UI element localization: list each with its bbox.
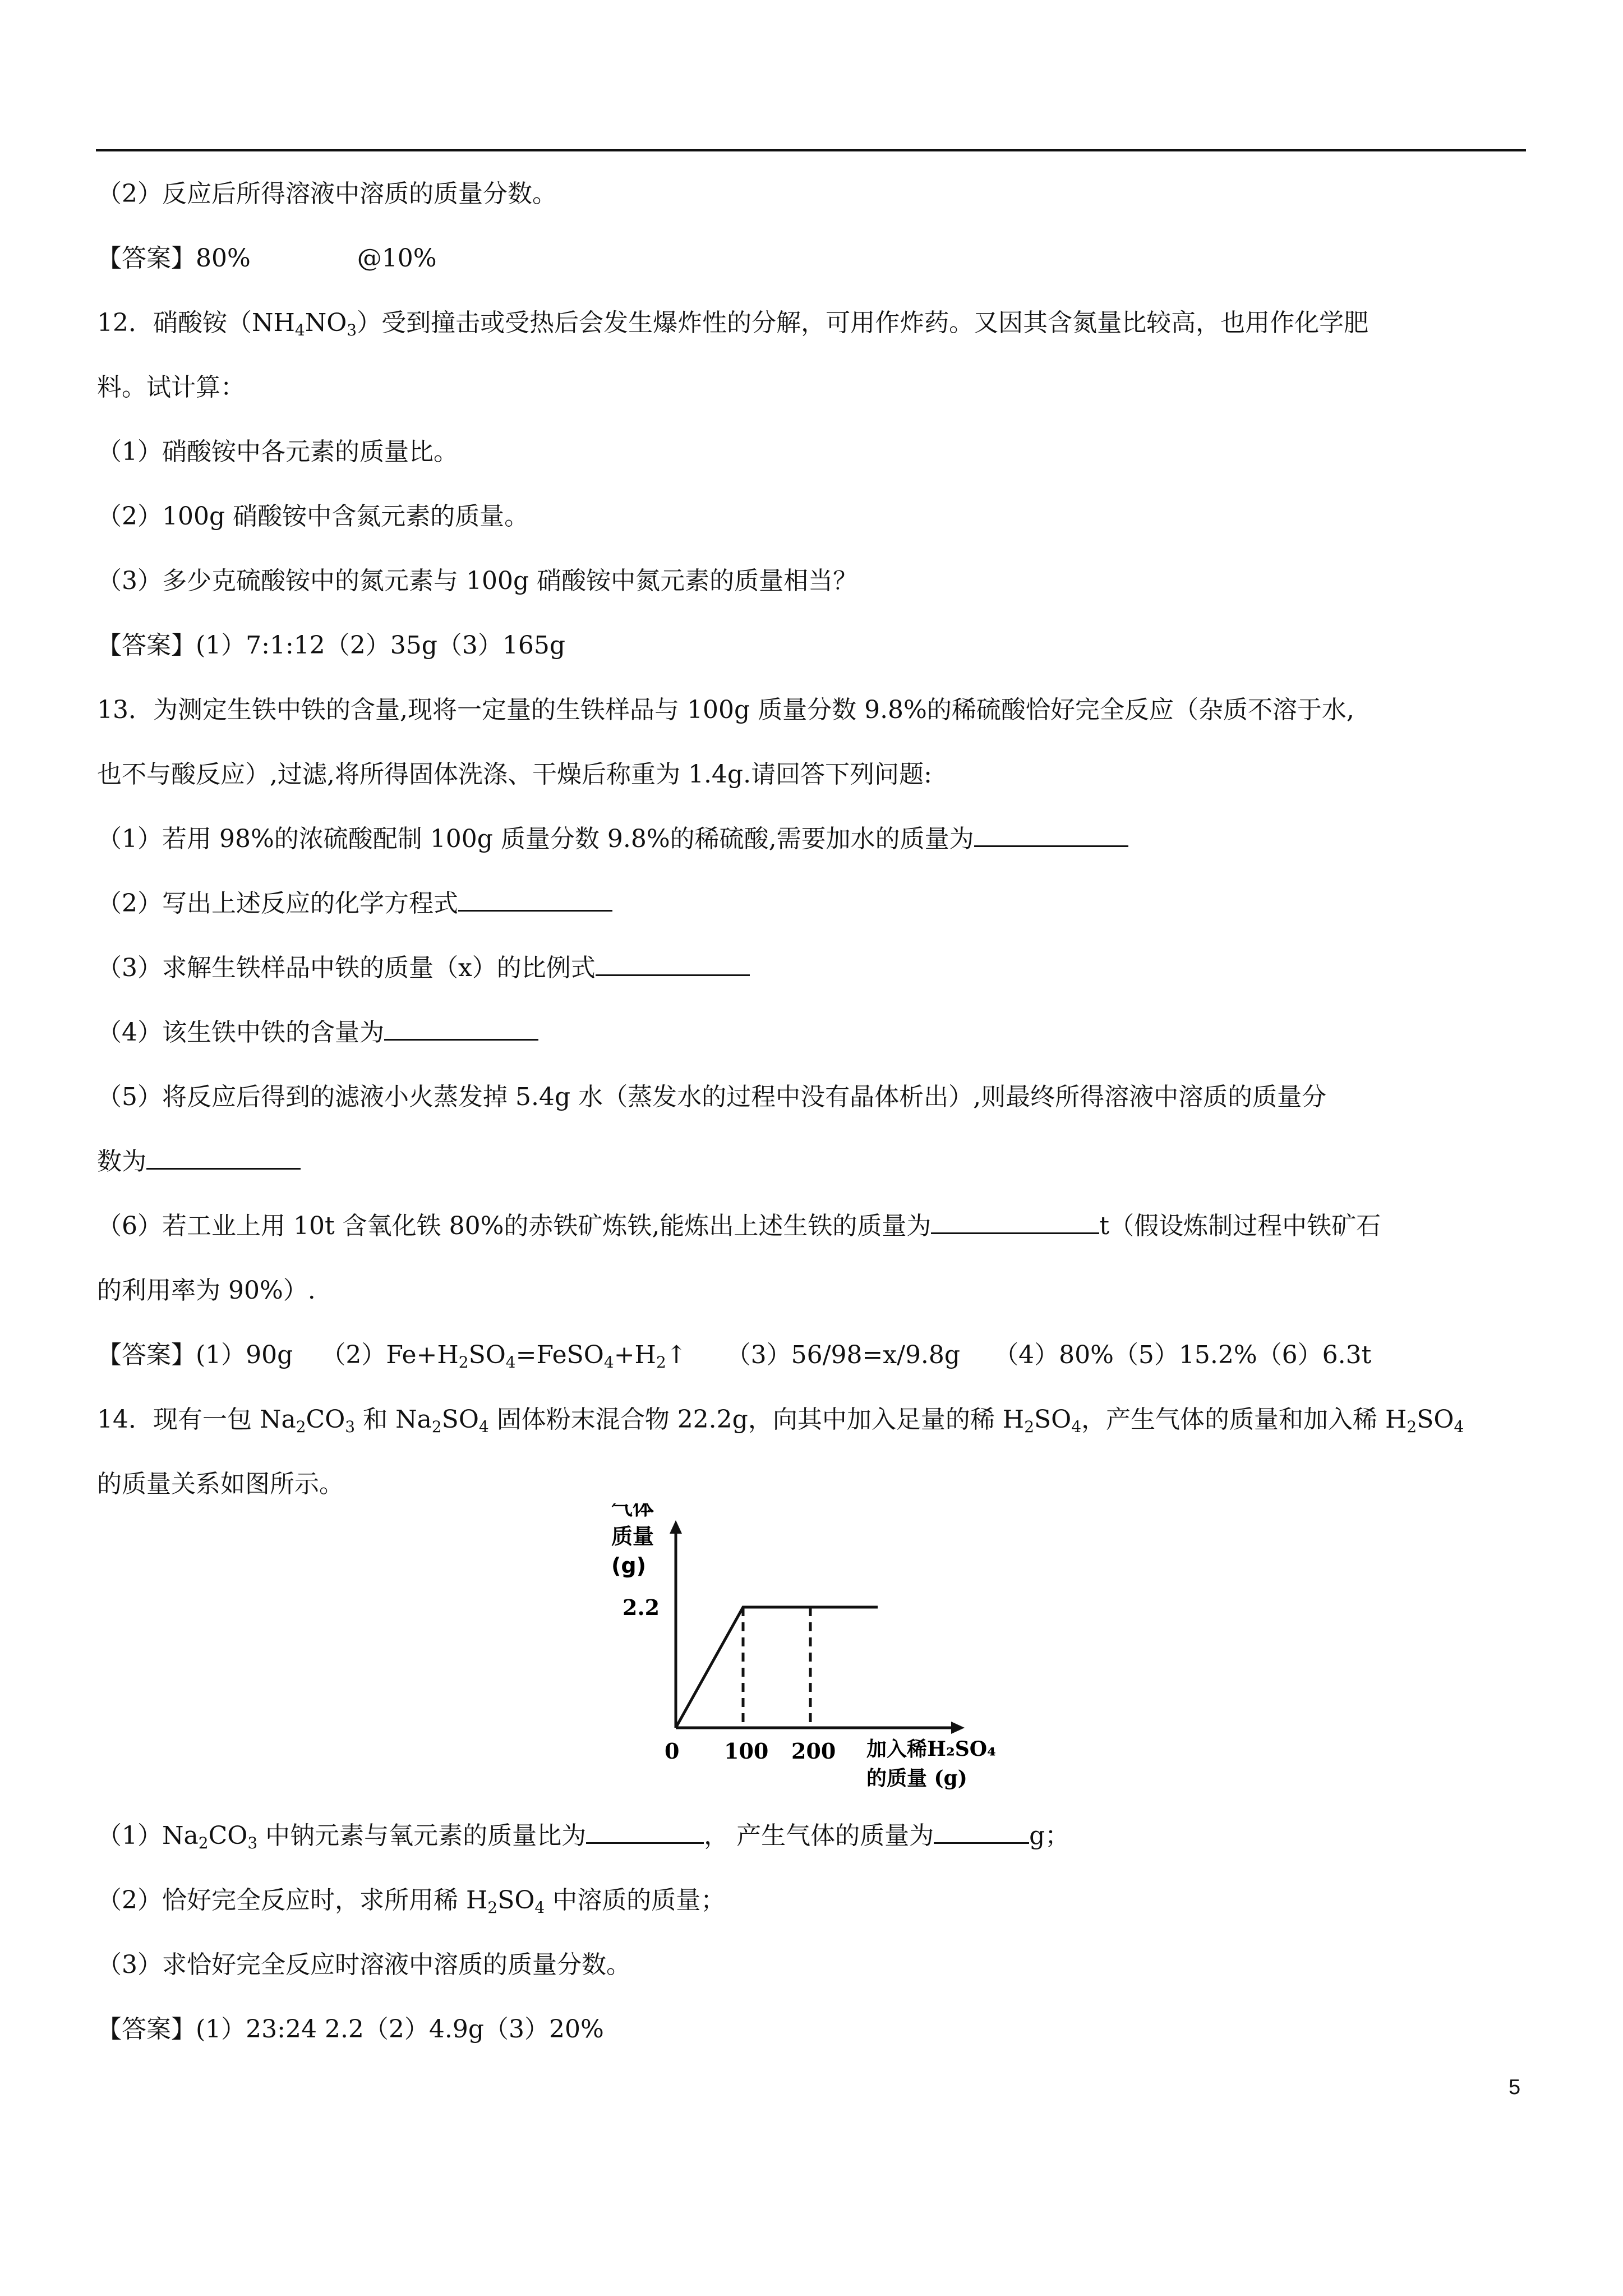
q13-line <box>97 678 1533 742</box>
text: 中溶质的质量； <box>545 1886 726 1915</box>
text: （3）多少克硫酸铵中的氮元素与 100g 硝酸铵中氮元素的质量相当？ <box>97 567 858 595</box>
text: （2）写出上述反应的化学方程式 <box>97 889 458 918</box>
text: SO <box>441 1405 479 1434</box>
text: （1）硝酸铵中各元素的质量比。 <box>97 438 458 466</box>
text: t（假设炼制过程中铁矿石 <box>1099 1212 1381 1240</box>
answer-blank[interactable] <box>586 1823 704 1844</box>
text: （3）56/98=x/9.8g <box>726 1341 961 1369</box>
text: ，产生气体的质量和加入稀 H <box>1081 1405 1407 1434</box>
text: （2）100g 硝酸铵中含氮元素的质量。 <box>97 502 529 531</box>
text: 14．现有一包 Na <box>97 1405 296 1434</box>
text: 料。试计算： <box>97 373 245 402</box>
text: 【答案】(1）7:1:12（2）35g（3）165g <box>97 631 566 660</box>
gas-mass-chart <box>594 1503 1015 1818</box>
x-axis-label: 加入稀H₂SO₄ <box>866 1737 996 1761</box>
text-line <box>97 162 1533 226</box>
text: ↑ <box>666 1341 687 1369</box>
text: 也不与酸反应）,过滤,将所得固体洗涤、干燥后称重为 1.4g.请回答下列问题: <box>97 760 932 789</box>
subscript: 4 <box>294 321 305 339</box>
text: （1）Na <box>97 1821 199 1850</box>
answer-blank[interactable] <box>974 826 1128 847</box>
text: +H <box>614 1341 656 1369</box>
text: =FeSO <box>515 1341 604 1369</box>
answer-blank[interactable] <box>458 891 612 912</box>
answer-blank[interactable] <box>934 1823 1029 1844</box>
q12-line <box>97 291 1533 355</box>
text: （2）恰好完全反应时，求所用稀 H <box>97 1886 488 1915</box>
subscript: 2 <box>487 1898 498 1917</box>
text: NO <box>305 309 347 337</box>
text-line <box>97 1194 1533 1258</box>
subscript: 3 <box>345 1418 356 1436</box>
text: （2）反应后所得溶液中溶质的质量分数。 <box>97 180 557 208</box>
text-line <box>97 936 1533 1000</box>
answer-line <box>97 1323 1533 1387</box>
subscript: 4 <box>505 1353 516 1372</box>
header-rule <box>96 149 1526 151</box>
text: SO <box>1417 1405 1454 1434</box>
y-axis-label: (g) <box>611 1553 646 1578</box>
answer-blank[interactable] <box>146 1149 301 1170</box>
text: 【答案】80% <box>97 244 251 273</box>
subscript: 2 <box>656 1353 666 1372</box>
text: （3）求解生铁样品中铁的质量（x）的比例式 <box>97 954 596 982</box>
q14-line <box>97 1387 1533 1452</box>
subscript: 2 <box>1407 1418 1417 1436</box>
text: SO <box>468 1341 506 1369</box>
answer-line <box>97 613 1533 678</box>
subscript: 3 <box>247 1834 258 1852</box>
x-axis-label: 的质量 (g) <box>866 1766 967 1790</box>
text-line <box>97 484 1533 549</box>
subscript: 2 <box>198 1834 209 1852</box>
y-axis-arrow <box>670 1520 682 1534</box>
subscript: 4 <box>1454 1418 1464 1436</box>
text: CO <box>208 1821 248 1850</box>
x-axis-arrow <box>951 1722 965 1734</box>
text: 的利用率为 90%）. <box>97 1276 316 1305</box>
answer-line <box>97 1997 1533 2062</box>
text-line <box>97 1129 1533 1194</box>
text: CO <box>306 1405 345 1434</box>
text: （4）该生铁中铁的含量为 <box>97 1018 384 1047</box>
answer-blank[interactable] <box>596 955 750 976</box>
y-tick-label: 2.2 <box>623 1595 660 1620</box>
text: （4）80%（5）15.2%（6）6.3t <box>994 1341 1372 1369</box>
text: ）受到撞击或受热后会发生爆炸性的分解，可用作炸药。又因其含氮量比较高，也用作化学肥 <box>357 309 1369 337</box>
text: 固体粉末混合物 22.2g，向其中加入足量的稀 H <box>488 1405 1025 1434</box>
text: SO <box>497 1886 535 1915</box>
text-line <box>97 871 1533 936</box>
answer-blank[interactable] <box>931 1213 1099 1234</box>
text-line <box>97 1065 1533 1129</box>
text: 的质量关系如图所示。 <box>97 1470 344 1498</box>
page-number: 5 <box>1509 2076 1521 2099</box>
document-body <box>97 162 1533 1516</box>
text: @10% <box>357 244 437 273</box>
subscript: 4 <box>1071 1418 1082 1436</box>
y-axis-label: 气体 <box>611 1503 654 1520</box>
subscript: 2 <box>1024 1418 1035 1436</box>
text: （1）若用 98%的浓硫酸配制 100g 质量分数 9.8%的稀硫酸,需要加水的质量为 <box>97 825 974 853</box>
text: 【答案】(1）90g <box>97 1341 293 1369</box>
text: ， 产生气体的质量为 <box>704 1821 934 1850</box>
x-tick-label: 0 <box>665 1738 680 1764</box>
text-line <box>97 355 1533 420</box>
subscript: 4 <box>478 1418 489 1436</box>
answer-line <box>97 226 1533 291</box>
subscript: 2 <box>458 1353 469 1372</box>
subscript: 4 <box>603 1353 614 1372</box>
text-line <box>97 1000 1533 1065</box>
text: （3）求恰好完全反应时溶液中溶质的质量分数。 <box>97 1950 631 1979</box>
text: （6）若工业上用 10t 含氧化铁 80%的赤铁矿炼铁,能炼出上述生铁的质量为 <box>97 1212 932 1240</box>
text: g； <box>1029 1821 1070 1850</box>
text-line <box>97 1803 1533 1868</box>
answer-blank[interactable] <box>384 1020 538 1041</box>
subscript: 2 <box>296 1418 306 1436</box>
text-line <box>97 1932 1533 1997</box>
text-line <box>97 1868 1533 1932</box>
text-line <box>97 549 1533 613</box>
x-tick-label: 100 <box>724 1738 769 1764</box>
subscript: 2 <box>431 1418 442 1436</box>
text: （5）将反应后得到的滤液小火蒸发掉 5.4g 水（蒸发水的过程中没有晶体析出）,则最终所得溶液中溶质的质量分 <box>97 1083 1327 1111</box>
subscript: 3 <box>347 321 357 339</box>
text: 数为 <box>97 1147 146 1176</box>
data-series-line <box>676 1607 878 1728</box>
text: 12．硝酸铵（NH <box>97 309 295 337</box>
text-line <box>97 1258 1533 1323</box>
x-tick-label: 200 <box>791 1738 836 1764</box>
text-line <box>97 420 1533 484</box>
text: 13．为测定生铁中铁的含量,现将一定量的生铁样品与 100g 质量分数 9.8%的稀硫酸恰好完全反应（杂质不溶于水, <box>97 696 1354 724</box>
document-body-lower <box>97 1803 1533 2062</box>
text-line <box>97 742 1533 807</box>
y-axis-label: 质量 <box>611 1524 654 1549</box>
text-line <box>97 807 1533 871</box>
text: SO <box>1034 1405 1072 1434</box>
text: 和 Na <box>355 1405 432 1434</box>
subscript: 4 <box>534 1898 545 1917</box>
text: 中钠元素与氧元素的质量比为 <box>257 1821 587 1850</box>
text: 【答案】(1）23:24 2.2（2）4.9g（3）20% <box>97 2015 604 2044</box>
text: （2）Fe+H <box>321 1341 459 1369</box>
